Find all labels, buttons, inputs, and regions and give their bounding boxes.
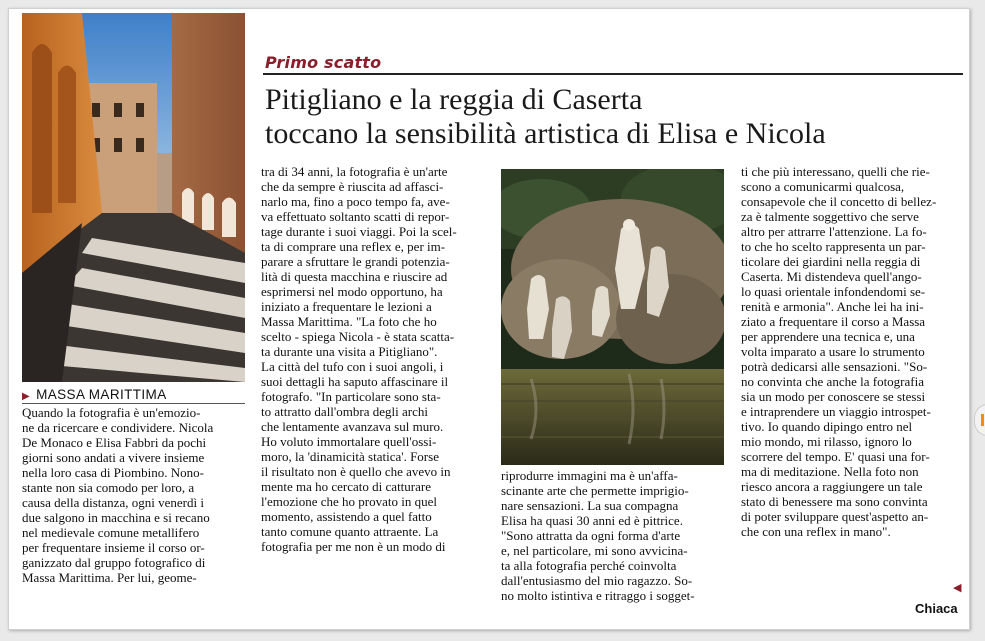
article-line: che con una reflex in mano". <box>741 524 891 539</box>
article-line: to che ho scelto rappresenta un par- <box>741 239 926 254</box>
article-line: stato di benessere ma sono convinta <box>741 494 928 509</box>
article-line: parare a sfruttare le grandi potenzia- <box>261 254 450 269</box>
article-line: sia un modo per conoscere se stessi <box>741 389 926 404</box>
article-line: causa della distanza, ogni venerdì i <box>22 495 204 510</box>
article-line: scono a comunicarmi qualcosa, <box>741 179 905 194</box>
article-line: lo quasi orientale infondendomi se- <box>741 284 926 299</box>
article-line: mente ma ho cercato di catturare <box>261 479 431 494</box>
article-line: ne da ricercare e condividere. Nicola <box>22 420 214 435</box>
article-line: e, nel particolare, mi sono avvicina- <box>501 543 688 558</box>
headline-line-1: Pitigliano e la reggia di Caserta <box>265 83 643 116</box>
end-triangle-icon: ◀ <box>953 582 962 594</box>
article-line: il risultato non è quello che avevo in <box>261 464 451 479</box>
section-rule <box>22 403 245 404</box>
article-line: moro, la 'dinamicità statica'. Forse <box>261 449 439 464</box>
article-line: che da sempre è riuscita ad affasci- <box>261 179 444 194</box>
article-line: "Sono attratta da ogni forma d'arte <box>501 528 681 543</box>
article-line: nel medievale comune metallifero <box>22 525 200 540</box>
article-line: mio mondo, mi rilasso, ignoro lo <box>741 434 912 449</box>
author-signature: Chiaca <box>915 601 958 616</box>
article-line: per frequentare insieme il corso or- <box>22 540 205 555</box>
article-line: ta di comprare una reflex e, per im- <box>261 239 446 254</box>
article-line: Ho voluto immortalare quell'ossi- <box>261 434 437 449</box>
article-column-3 <box>501 468 724 603</box>
article-line: ticolare dei giardini nella reggia di <box>741 254 921 269</box>
article-line: narlo ma, fino a poco tempo fa, ave- <box>261 194 450 209</box>
article-line: Massa Marittima. Per lui, geome- <box>22 570 197 585</box>
article-line: l'emozione che ho provato in quel <box>261 494 437 509</box>
article-line: La città del tufo con i suoi angoli, i <box>261 359 444 374</box>
article-line: ta alla fotografia perché coinvolta <box>501 558 677 573</box>
article-line: ti che più interessano, quelli che rie- <box>741 164 930 179</box>
fountain-illustration <box>501 169 724 465</box>
article-line: iniziato a frequentare le lezioni a <box>261 299 432 314</box>
article-line: fotografia per me non è un modo di <box>261 539 446 554</box>
article-line: dall'entusiasmo del mio ragazzo. So- <box>501 573 693 588</box>
article-line: scelto - spiega Nicola - è stata scatta- <box>261 329 455 344</box>
article-line: renità e armonia". Anche lei ha ini- <box>741 299 924 314</box>
article-line: fotografo. "In particolare sono sta- <box>261 389 441 404</box>
section-label-text: MASSA MARITTIMA <box>36 387 167 402</box>
kicker-rule <box>263 73 963 75</box>
side-scroll-tab[interactable] <box>974 404 985 436</box>
article-line: altro per attrarre l'attenzione. La fo- <box>741 224 927 239</box>
article-line: suoi dettagli ha saputo affascinare il <box>261 374 449 389</box>
article-line: Quando la fotografia è un'emozio- <box>22 405 201 420</box>
article-line: no convinta che anche la fotografia <box>741 374 924 389</box>
article-line: tanto comune quanto attraente. La <box>261 524 439 539</box>
article-line: scinante arte che permette imprigio- <box>501 483 689 498</box>
article-line: stante non sia comodo per loro, a <box>22 480 195 495</box>
article-line: riesco ancora a raggiungere un tale <box>741 479 923 494</box>
article-line: potrà dedicarsi alle sensazioni. "So- <box>741 359 928 374</box>
headline-line-2: toccano la sensibilità artistica di Elisa e Nicola <box>265 117 826 150</box>
kicker: Primo scatto <box>265 53 382 72</box>
photo-caserta-fountain <box>501 169 724 465</box>
article-line: ziato a frequentare il corso a Massa <box>741 314 926 329</box>
article-line: ganizzato dal gruppo fotografico di <box>22 555 206 570</box>
article-line: giorni sono andati a vivere insieme <box>22 450 205 465</box>
article-line: tra di 34 anni, la fotografia è un'arte <box>261 164 448 179</box>
article-line: volta imparato a usare lo strumento <box>741 344 925 359</box>
article-line: tage durante i suoi viaggi. Poi la scel- <box>261 224 457 239</box>
article-line: per apprendere una tecnica e, una <box>741 329 915 344</box>
article-line: ma di meditazione. Nella foto non <box>741 464 919 479</box>
section-label <box>22 387 245 402</box>
photo-pitigliano-arcade <box>22 13 245 382</box>
arcade-illustration <box>22 13 245 382</box>
triangle-right-icon: ▶ <box>22 391 31 402</box>
article-line: to attratto dall'ombra degli archi <box>261 404 428 419</box>
article-column-2 <box>261 164 485 554</box>
article-line: riprodurre immagini ma è un'affa- <box>501 468 678 483</box>
article-line: ta durante una visita a Pitigliano". <box>261 344 438 359</box>
newspaper-page <box>8 8 970 630</box>
article-line: lità di questa macchina e riuscire ad <box>261 269 448 284</box>
article-line: che lentamente avanzava sul muro. <box>261 419 444 434</box>
article-line: De Monaco e Elisa Fabbri da pochi <box>22 435 207 450</box>
article-line: va effettuato soltanto scatti di repor- <box>261 209 450 224</box>
article-line: za è talmente soggettivo che serve <box>741 209 919 224</box>
article-line: nella loro casa di Piombino. Nono- <box>22 465 204 480</box>
article-line: momento, assistendo a quel fatto <box>261 509 432 524</box>
article-line: e intraprendere un viaggio introspet- <box>741 404 931 419</box>
article-line: nare sensazioni. La sua compagna <box>501 498 679 513</box>
article-line: tivo. Io quando dipingo entro nel <box>741 419 913 434</box>
article-line: consapevole che il concetto di bellez- <box>741 194 937 209</box>
article-column-1 <box>22 405 245 585</box>
article-line: Caserta. Mi distendeva quell'ango- <box>741 269 922 284</box>
article-line: no molto istintiva e ritraggo i sogget- <box>501 588 695 603</box>
headline <box>265 83 965 151</box>
article-line: di poter sviluppare quest'aspetto an- <box>741 509 929 524</box>
article-line: Massa Marittima. "La foto che ho <box>261 314 437 329</box>
article-line: due salgono in macchina e si recano <box>22 510 210 525</box>
article-line: Elisa ha quasi 30 anni ed è pittrice. <box>501 513 683 528</box>
article-line: esprimersi nel modo opportuno, ha <box>261 284 443 299</box>
article-line: scorrere del tempo. E' quasi una for- <box>741 449 930 464</box>
article-column-4 <box>741 164 963 539</box>
